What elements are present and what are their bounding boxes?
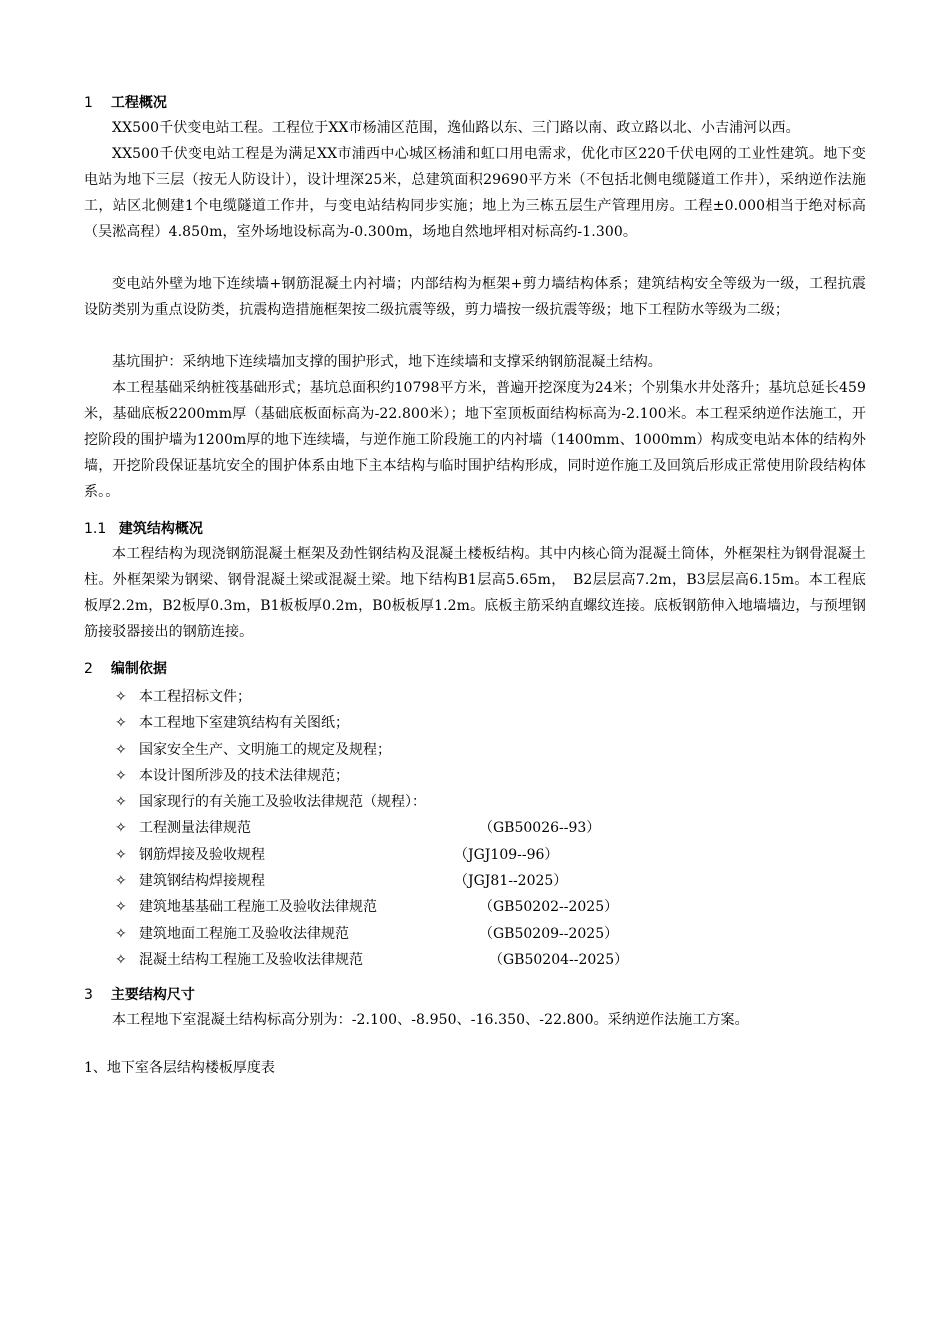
reference-list bbox=[115, 684, 675, 973]
list-item-text: 混凝土结构工程施工及验收法律规范 bbox=[139, 951, 363, 968]
paragraph: 本工程基础采纳桩筏基础形式；基坑总面积约10798平方米，普遍开挖深度为24米；个别集水井处落升；基坑总延长459米，基础底板2200mm厚（基础底板面标高为-22.800米）；地下室顶板面结构标高为-2.100米。本工程采纳逆作法施工，开挖阶段的围护墙为1200m厚的地下连续墙，与逆作施工阶段施工的内衬墙（1400mm、1000mm）构成变电站本体的结构外墙，开挖阶段保证基坑安全的围护体系由地下主本结构与临时围护结构形成，同时逆作施工及回筑后形成正常使用阶段结构体系。。 bbox=[84, 380, 866, 500]
diamond-bullet-icon: ✧ bbox=[115, 794, 127, 811]
list-item bbox=[115, 894, 675, 920]
list-item bbox=[115, 842, 675, 868]
diamond-bullet-icon: ✧ bbox=[115, 689, 127, 705]
diamond-bullet-icon: ✧ bbox=[115, 741, 127, 758]
paragraph: XX500千伏变电站工程。工程位于XX市杨浦区范围，逸仙路以东、三门路以南、政立路以北、小吉浦河以西。 bbox=[112, 120, 800, 136]
list-item-text: 钢筋焊接及验收规程 bbox=[139, 846, 265, 863]
diamond-bullet-icon: ✧ bbox=[115, 767, 127, 784]
diamond-bullet-icon: ✧ bbox=[115, 925, 127, 942]
diamond-bullet-icon: ✧ bbox=[115, 715, 127, 732]
section-title: 建筑结构概况 bbox=[118, 521, 203, 537]
section-number: 1 bbox=[84, 95, 93, 111]
standard-code: （GB50026--93） bbox=[479, 820, 601, 837]
list-item bbox=[115, 710, 675, 736]
diamond-bullet-icon: ✧ bbox=[115, 951, 127, 968]
list-item bbox=[115, 763, 675, 789]
standard-code: （GB50209--2025） bbox=[479, 925, 619, 942]
section-title: 主要结构尺寸 bbox=[110, 987, 195, 1003]
section-1-1-heading bbox=[84, 520, 203, 538]
list-item-text: 建筑钢结构焊接规程 bbox=[139, 873, 265, 890]
standard-code: （JGJ81--2025） bbox=[454, 873, 568, 890]
list-item-text: 国家安全生产、文明施工的规定及规程； bbox=[139, 741, 391, 758]
paragraph: 基坑围护：采纳地下连续墙加支撑的围护形式，地下连续墙和支撑采纳钢筋混凝土结构。 bbox=[112, 354, 662, 370]
paragraph: 变电站外壁为地下连续墙+钢筋混凝土内衬墙；内部结构为框架+剪力墙结构体系；建筑结构安全等级为一级，工程抗震设防类别为重点设防类，抗震构造措施框架按二级抗震等级，剪力墙按一级抗震等级；地下工程防水等级为二级； bbox=[84, 276, 866, 318]
standard-code: （GB50202--2025） bbox=[479, 899, 619, 916]
paragraph: 本工程地下室混凝土结构标高分别为：-2.100、-8.950、-16.350、-22.800。采纳逆作法施工方案。 bbox=[112, 1012, 749, 1028]
paragraph: XX500千伏变电站工程是为满足XX市浦西中心城区杨浦和虹口用电需求，优化市区220千伏电网的工业性建筑。地下变电站为地下三层（按无人防设计），设计埋深25米，总建筑面积29690平方米（不包括北侧电缆隧道工作井），采纳逆作法施工，站区北侧建1个电缆隧道工作井，与变电站结构同步实施；地上为三栋五层生产管理用房。工程±0.000相当于绝对标高（吴淞高程）4.850m，室外场地设标高为-0.300m，场地自然地坪相对标高约-1.300。 bbox=[84, 146, 866, 240]
table-caption: 1、地下室各层结构楼板厚度表 bbox=[84, 1060, 275, 1076]
standard-code: （JGJ109--96） bbox=[454, 846, 559, 863]
list-item-text: 建筑地基基础工程施工及验收法律规范 bbox=[139, 899, 377, 916]
list-item bbox=[115, 868, 675, 894]
list-item-text: 工程测量法律规范 bbox=[139, 820, 251, 837]
section-3-heading bbox=[84, 986, 195, 1004]
diamond-bullet-icon: ✧ bbox=[115, 820, 127, 837]
list-item-text: 建筑地面工程施工及验收法律规范 bbox=[139, 925, 349, 942]
list-item bbox=[115, 947, 675, 973]
list-item bbox=[115, 684, 675, 710]
section-2-heading bbox=[84, 660, 167, 678]
diamond-bullet-icon: ✧ bbox=[115, 899, 127, 916]
section-1-heading bbox=[84, 94, 167, 112]
paragraph: 本工程结构为现浇钢筋混凝土框架及劲性钢结构及混凝土楼板结构。其中内核心筒为混凝土筒体，外框架柱为钢骨混凝土柱。外框架梁为钢梁、钢骨混凝土梁或混凝土梁。地下结构B1层高5.65m， B2层层高7.2m，B3层层高6.15m。本工程底板厚2.2m，B2板厚0.3m，B1板板厚0.2m，B0板板厚1.2m。底板主筋采纳直螺纹连接。底板钢筋伸入地墙墙边，与预埋钢筋接驳器接出的钢筋连接。 bbox=[84, 546, 866, 640]
list-item-text: 本工程地下室建筑结构有关图纸； bbox=[139, 715, 349, 732]
list-item bbox=[115, 815, 675, 841]
list-item bbox=[115, 737, 675, 763]
section-title: 工程概况 bbox=[110, 95, 167, 111]
section-number: 1.1 bbox=[84, 521, 107, 537]
section-title: 编制依据 bbox=[110, 661, 167, 677]
section-number: 2 bbox=[84, 661, 93, 677]
list-item-text: 国家现行的有关施工及验收法律规范（规程）： bbox=[139, 794, 426, 811]
list-item-text: 本设计图所涉及的技术法律规范； bbox=[139, 767, 349, 784]
standard-code: （GB50204--2025） bbox=[489, 951, 629, 968]
list-item bbox=[115, 789, 675, 815]
list-item bbox=[115, 921, 675, 947]
diamond-bullet-icon: ✧ bbox=[115, 873, 127, 890]
list-item-text: 本工程招标文件； bbox=[139, 689, 251, 705]
section-number: 3 bbox=[84, 987, 93, 1003]
diamond-bullet-icon: ✧ bbox=[115, 846, 127, 863]
